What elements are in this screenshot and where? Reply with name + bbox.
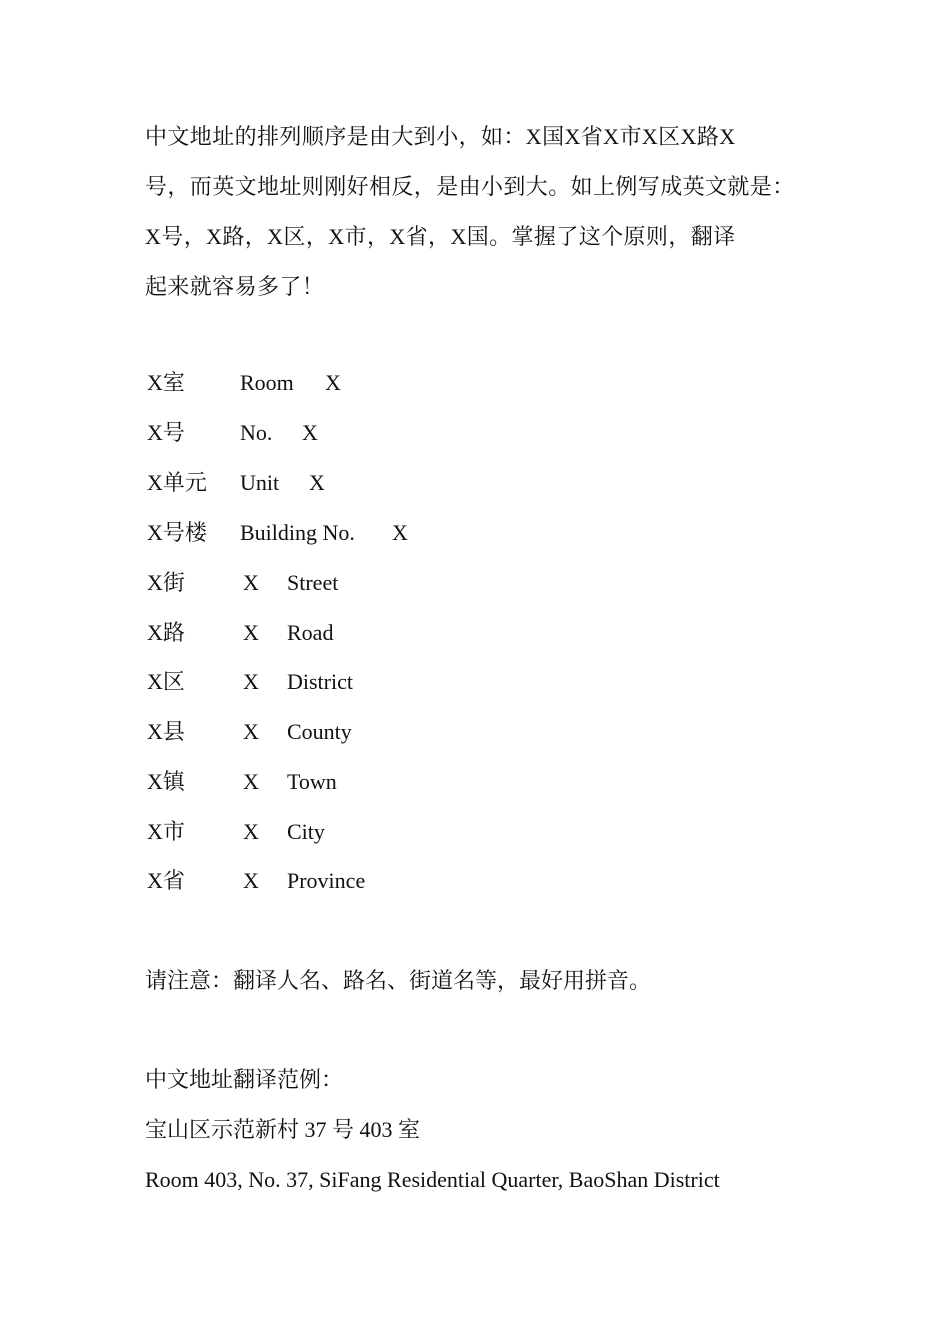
term-english: Town <box>287 769 337 794</box>
term-chinese: X县 <box>147 719 185 744</box>
term-placeholder: X <box>302 420 318 445</box>
term-english: Street <box>287 570 339 595</box>
term-placeholder: X <box>243 868 259 893</box>
term-placeholder: X <box>243 769 259 794</box>
term-english: City <box>287 819 325 844</box>
intro-line: X号，X路，X区，X市，X省，X国。掌握了这个原则，翻译 <box>145 224 736 249</box>
pinyin-note: 请注意：翻译人名、路名、街道名等，最好用拼音。 <box>145 968 652 993</box>
term-chinese: X街 <box>147 570 185 595</box>
term-chinese: X区 <box>147 669 185 694</box>
term-placeholder: X <box>243 819 259 844</box>
term-placeholder: X <box>309 470 325 495</box>
term-english: Building No. <box>240 520 355 545</box>
term-placeholder: X <box>243 570 259 595</box>
example-english-address: Room 403, No. 37, SiFang Residential Quarter, BaoShan District <box>145 1167 720 1192</box>
term-english: Road <box>287 620 334 645</box>
term-english: Room <box>240 370 294 395</box>
term-chinese: X路 <box>147 620 185 645</box>
term-chinese: X省 <box>147 868 185 893</box>
term-placeholder: X <box>243 719 259 744</box>
example-chinese-address: 宝山区示范新村 37 号 403 室 <box>145 1117 421 1142</box>
term-chinese: X单元 <box>147 470 207 495</box>
term-placeholder: X <box>243 669 259 694</box>
term-chinese: X室 <box>147 370 185 395</box>
term-chinese: X市 <box>147 819 185 844</box>
intro-line: 起来就容易多了！ <box>145 274 325 299</box>
term-english: Unit <box>240 470 280 495</box>
term-chinese: X号 <box>147 420 185 445</box>
term-english: No. <box>240 420 273 445</box>
term-english: Province <box>287 868 366 893</box>
term-placeholder: X <box>325 370 341 395</box>
term-chinese: X号楼 <box>147 520 207 545</box>
intro-paragraph <box>145 112 810 312</box>
term-placeholder: X <box>243 620 259 645</box>
example-heading: 中文地址翻译范例： <box>145 1067 344 1092</box>
intro-line: 中文地址的排列顺序是由大到小，如：X国X省X市X区X路X <box>145 124 736 149</box>
term-chinese: X镇 <box>147 769 185 794</box>
term-placeholder: X <box>392 520 408 545</box>
term-english: District <box>287 669 353 694</box>
term-english: County <box>287 719 352 744</box>
intro-line: 号，而英文地址则刚好相反，是由小到大。如上例写成英文就是： <box>145 174 795 199</box>
